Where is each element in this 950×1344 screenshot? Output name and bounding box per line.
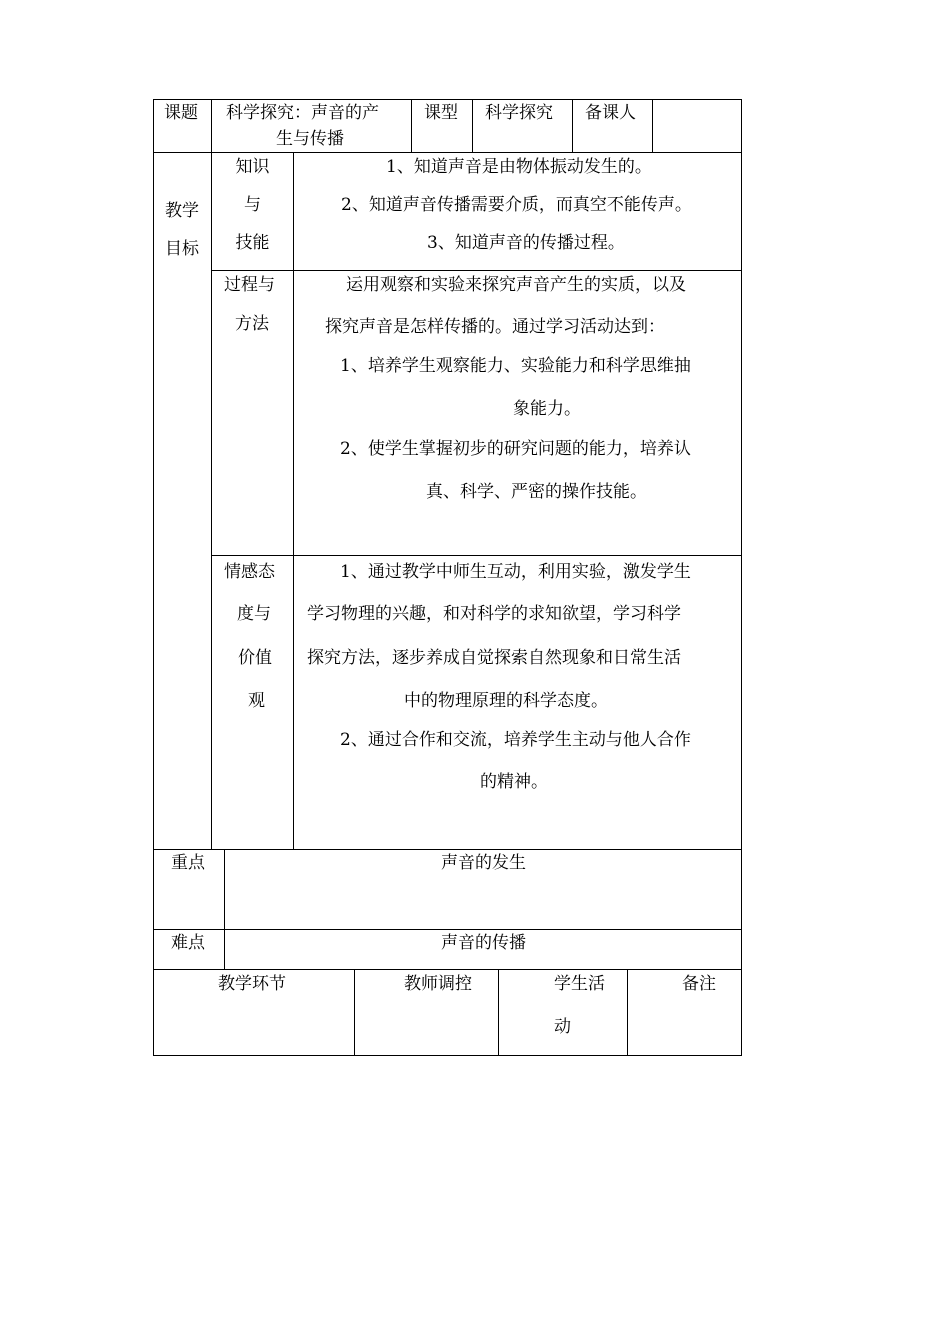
key-point-label: 重点 (171, 853, 205, 873)
divider (498, 969, 499, 1056)
emotion-label: 观 (248, 691, 265, 711)
emotion-label: 度与 (237, 604, 271, 624)
process-label: 过程与 (224, 275, 275, 295)
knowledge-label: 知识 (235, 157, 270, 177)
teacher-header: 教师调控 (404, 974, 472, 994)
difficulty-label: 难点 (171, 933, 205, 953)
divider (472, 99, 473, 153)
divider (211, 270, 742, 271)
objectives-label-line2: 目标 (165, 239, 199, 259)
emotion-label: 情感态 (224, 562, 275, 582)
key-point-value: 声音的发生 (441, 853, 526, 873)
process-line: 2、使学生掌握初步的研究问题的能力，培养认 (340, 439, 691, 459)
process-label: 方法 (235, 314, 269, 334)
preparer-label: 备课人 (585, 103, 636, 123)
student-header-line2: 动 (554, 1017, 571, 1037)
divider (211, 555, 742, 556)
objectives-label-line1: 教学 (165, 201, 199, 221)
process-line: 真、科学、严密的操作技能。 (426, 482, 647, 502)
emotion-label: 价值 (238, 648, 272, 668)
student-header-line1: 学生活 (554, 974, 605, 994)
stage-header: 教学环节 (218, 974, 286, 994)
knowledge-label: 技能 (235, 233, 270, 253)
knowledge-label: 与 (244, 195, 261, 215)
divider (652, 99, 653, 153)
process-line: 运用观察和实验来探究声音产生的实质，以及 (346, 275, 686, 295)
divider (627, 969, 628, 1056)
emotion-line: 探究方法，逐步养成自觉探索自然现象和日常生活 (307, 648, 681, 668)
difficulty-value: 声音的传播 (441, 933, 526, 953)
emotion-line: 中的物理原理的科学态度。 (404, 691, 608, 711)
emotion-line: 的精神。 (480, 772, 548, 792)
process-line: 1、培养学生观察能力、实验能力和科学思维抽 (340, 356, 691, 376)
divider (293, 152, 294, 850)
topic-value-line1: 科学探究：声音的产 (226, 103, 379, 123)
divider (211, 99, 212, 153)
process-line: 探究声音是怎样传播的。通过学习活动达到： (325, 317, 665, 337)
topic-value-line2: 生与传播 (276, 129, 344, 149)
divider (354, 969, 355, 1056)
divider (572, 99, 573, 153)
topic-label: 课题 (164, 103, 198, 123)
emotion-line: 学习物理的兴趣，和对科学的求知欲望，学习科学 (307, 604, 681, 624)
type-label: 课型 (424, 103, 458, 123)
knowledge-item: 2、知道声音传播需要介质，而真空不能传声。 (341, 195, 692, 215)
knowledge-item: 1、知道声音是由物体振动发生的。 (386, 157, 652, 177)
emotion-line: 1、通过教学中师生互动，利用实验，激发学生 (340, 562, 691, 582)
emotion-line: 2、通过合作和交流，培养学生主动与他人合作 (340, 730, 691, 750)
divider (211, 152, 212, 850)
divider (411, 99, 412, 153)
notes-header: 备注 (682, 974, 716, 994)
knowledge-item: 3、知道声音的传播过程。 (427, 233, 625, 253)
type-value: 科学探究 (485, 103, 553, 123)
process-line: 象能力。 (513, 399, 581, 419)
